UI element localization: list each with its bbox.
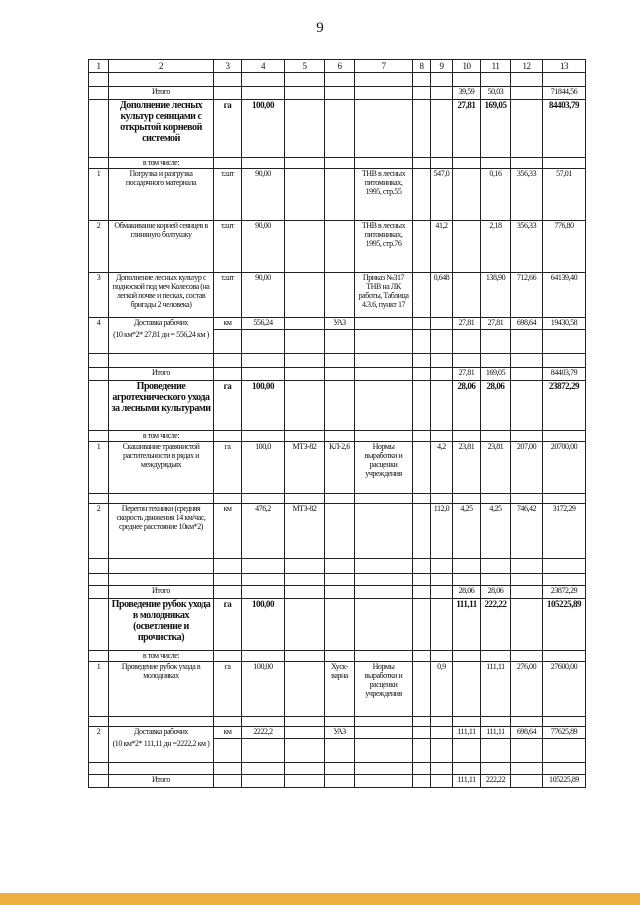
col-header: 3 (214, 60, 242, 73)
row-index: 2 (89, 221, 109, 273)
cell-c4: 100,00 (242, 662, 285, 717)
formula-note: (10 км*2* 27,81 дн = 556,24 км ) (109, 330, 214, 354)
cell-c13: 105225,89 (543, 599, 586, 651)
blank-row (89, 354, 586, 368)
row-index: 1 (89, 169, 109, 221)
cell-c13: 64139,40 (543, 273, 586, 318)
formula-note: (10 км*2* 111,11 дн =2222,2 км ) (109, 739, 214, 763)
cell-c10: 4,25 (453, 504, 481, 559)
cell-c11: 169,05 (481, 100, 511, 158)
cell-c3: га (214, 662, 242, 717)
cell-c10: 27,81 (453, 100, 481, 158)
cell-c11: 2,18 (481, 221, 511, 273)
cell-c3: га (214, 442, 242, 494)
subheader-row (89, 651, 586, 662)
cell-c12: 207,00 (511, 442, 543, 494)
cell-c10: 27,81 (453, 318, 481, 330)
row-index: 2 (89, 504, 109, 559)
cell-c10: 28,06 (453, 381, 481, 431)
cell-c4: 2222,2 (242, 727, 285, 739)
blank-row (89, 717, 586, 727)
cell-c4: 90,00 (242, 273, 285, 318)
col-header: 4 (242, 60, 285, 73)
blank-row (89, 559, 586, 574)
cell-c10: 23,81 (453, 442, 481, 494)
col-header: 9 (431, 60, 453, 73)
cell-c11: 23,81 (481, 442, 511, 494)
row-index: 3 (89, 273, 109, 318)
row-name: Итого (109, 368, 214, 381)
col-header: 1 (89, 60, 109, 73)
cell-c11: 222,22 (481, 599, 511, 651)
cell-c3: га (214, 599, 242, 651)
cell-c10: 27,81 (453, 368, 481, 381)
scan-edge-bar (0, 893, 640, 905)
cell-c13: 3172,29 (543, 504, 586, 559)
cell-c4: 90,00 (242, 221, 285, 273)
cell-c3: т.шт (214, 169, 242, 221)
row-name: Перегон техники (средняя скорость движения 14 км/час, среднее расстояние 10км*2) (109, 504, 214, 559)
section-title: Проведение рубок ухода в молодняках (осветление и прочистка) (109, 599, 214, 651)
cell-c11: 169,05 (481, 368, 511, 381)
table-row (89, 87, 586, 100)
cell-c9: 0,9 (431, 662, 453, 717)
cell-c13: 776,80 (543, 221, 586, 273)
cell-c7: ТНВ в лесных питомниках, 1995, стр.55 (355, 169, 413, 221)
table-row (89, 273, 586, 318)
cell-c13: 77625,89 (543, 727, 586, 739)
cell-c11: 138,90 (481, 273, 511, 318)
cell-c10: 39,59 (453, 87, 481, 100)
cell-c9: 41,2 (431, 221, 453, 273)
subheader-row (89, 158, 586, 169)
col-header: 6 (325, 60, 355, 73)
row-name: Итого (109, 775, 214, 788)
col-header: 10 (453, 60, 481, 73)
cell-c3: км (214, 318, 242, 330)
row-name: в том числе: (109, 158, 214, 169)
cell-c6: Хуск-варна (325, 662, 355, 717)
cell-c13: 71844,56 (543, 87, 586, 100)
cell-c6: УАЗ (325, 727, 355, 739)
blank-row (89, 763, 586, 775)
cell-c13: 84403,79 (543, 368, 586, 381)
blank-row (89, 574, 586, 586)
cell-c4: 556,24 (242, 318, 285, 330)
cell-c10: 111,11 (453, 775, 481, 788)
table-row (89, 442, 586, 494)
cell-c11: 28,06 (481, 381, 511, 431)
cell-c4: 90,00 (242, 169, 285, 221)
table-row (89, 586, 586, 599)
section-title: Проведение агротехнического ухода за лесными культурами (109, 381, 214, 431)
col-header: 8 (413, 60, 431, 73)
cell-c11: 27,81 (481, 318, 511, 330)
cell-c12: 356,33 (511, 169, 543, 221)
cell-c7: ТНВ в лесных питомниках, 1995, стр.76 (355, 221, 413, 273)
cell-c4: 476,2 (242, 504, 285, 559)
cell-c9: 4,2 (431, 442, 453, 494)
row-name: Обмакивание корней сеянцев в глиняную болтушку (109, 221, 214, 273)
cell-c13: 19430,58 (543, 318, 586, 330)
cell-c9: 0,648 (431, 273, 453, 318)
cell-c9: 547,0 (431, 169, 453, 221)
formula-row (89, 739, 586, 763)
col-header: 5 (285, 60, 325, 73)
row-name: Погрузка и разгрузка посадочного материала (109, 169, 214, 221)
cell-c12: 356,33 (511, 221, 543, 273)
cell-c3: га (214, 100, 242, 158)
cell-c12: 276,00 (511, 662, 543, 717)
row-name: Доставка рабочих (109, 318, 214, 330)
blank-row (89, 494, 586, 504)
col-header: 2 (109, 60, 214, 73)
cell-c10: 111,11 (453, 599, 481, 651)
table-row (89, 504, 586, 559)
row-index: 4 (89, 318, 109, 330)
row-name: Итого (109, 87, 214, 100)
cell-c12: 712,66 (511, 273, 543, 318)
cell-c13: 23872,29 (543, 381, 586, 431)
cell-c13: 23872,29 (543, 586, 586, 599)
col-header: 12 (511, 60, 543, 73)
cell-c4: 100,0 (242, 442, 285, 494)
cell-c11: 0,16 (481, 169, 511, 221)
row-name: Доставка рабочих (109, 727, 214, 739)
cell-c3: км (214, 727, 242, 739)
cell-c12: 698,64 (511, 318, 543, 330)
cell-c7: Приказ №317 ТНВ на ЛК работы, Таблица 4.3.6, пункт 17 (355, 273, 413, 318)
cell-c11: 4,25 (481, 504, 511, 559)
table-row (89, 775, 586, 788)
table-row (89, 368, 586, 381)
cell-c13: 84403,79 (543, 100, 586, 158)
cell-c11: 28,06 (481, 586, 511, 599)
row-name: в том числе: (109, 431, 214, 442)
cell-c6: УАЗ (325, 318, 355, 330)
cell-c7: Нормы выработки и расценки учреждения (355, 442, 413, 494)
col-header: 11 (481, 60, 511, 73)
cell-c5: МТЗ-82 (285, 442, 325, 494)
section-row (89, 100, 586, 158)
cell-c12: 746,42 (511, 504, 543, 559)
cell-c11: 222,22 (481, 775, 511, 788)
cell-c3: т.шт (214, 221, 242, 273)
cell-c11: 111,11 (481, 727, 511, 739)
cell-c10: 28,06 (453, 586, 481, 599)
cell-c13: 57,01 (543, 169, 586, 221)
cell-c3: т.шт (214, 273, 242, 318)
page-number: 9 (316, 20, 324, 36)
cell-c13: 105225,89 (543, 775, 586, 788)
cell-c12: 698,64 (511, 727, 543, 739)
row-name: Скашивание травянистой растительности в рядах и междурядьях (109, 442, 214, 494)
row-name: Дополнение лесных культур с подноской под меч Колесова (на легкой почве и песках, состав бригады 2 человека) (109, 273, 214, 318)
table-row (89, 169, 586, 221)
column-number-row (89, 60, 586, 73)
cell-c11: 50,03 (481, 87, 511, 100)
cell-c3: га (214, 381, 242, 431)
section-row (89, 599, 586, 651)
blank-row (89, 73, 586, 87)
cell-c11: 111,11 (481, 662, 511, 717)
section-title: Дополнение лесных культур сеянцами с открытой корневой системой (109, 100, 214, 158)
row-index: 1 (89, 442, 109, 494)
cell-c3: км (214, 504, 242, 559)
cell-c4: 100,00 (242, 100, 285, 158)
table-row (89, 221, 586, 273)
table-row (89, 662, 586, 717)
col-header: 7 (355, 60, 413, 73)
cell-c13: 20700,00 (543, 442, 586, 494)
row-index: 2 (89, 727, 109, 739)
cell-c7: Нормы выработки и расценки учреждения (355, 662, 413, 717)
table-row (89, 727, 586, 739)
cell-c4: 100,00 (242, 599, 285, 651)
row-name: Итого (109, 586, 214, 599)
subheader-row (89, 431, 586, 442)
cell-c9: 112,0 (431, 504, 453, 559)
col-header: 13 (543, 60, 586, 73)
cell-c6: КЛ-2,6 (325, 442, 355, 494)
row-name: в том числе: (109, 651, 214, 662)
cell-c13: 27600,00 (543, 662, 586, 717)
section-row (89, 381, 586, 431)
estimate-table (88, 59, 586, 788)
table-row (89, 318, 586, 330)
row-name: Проведение рубок ухода в молодняках (109, 662, 214, 717)
formula-row (89, 330, 586, 354)
row-index: 1 (89, 662, 109, 717)
cell-c5: МТЗ-82 (285, 504, 325, 559)
cell-c4: 100,00 (242, 381, 285, 431)
cell-c10: 111,11 (453, 727, 481, 739)
